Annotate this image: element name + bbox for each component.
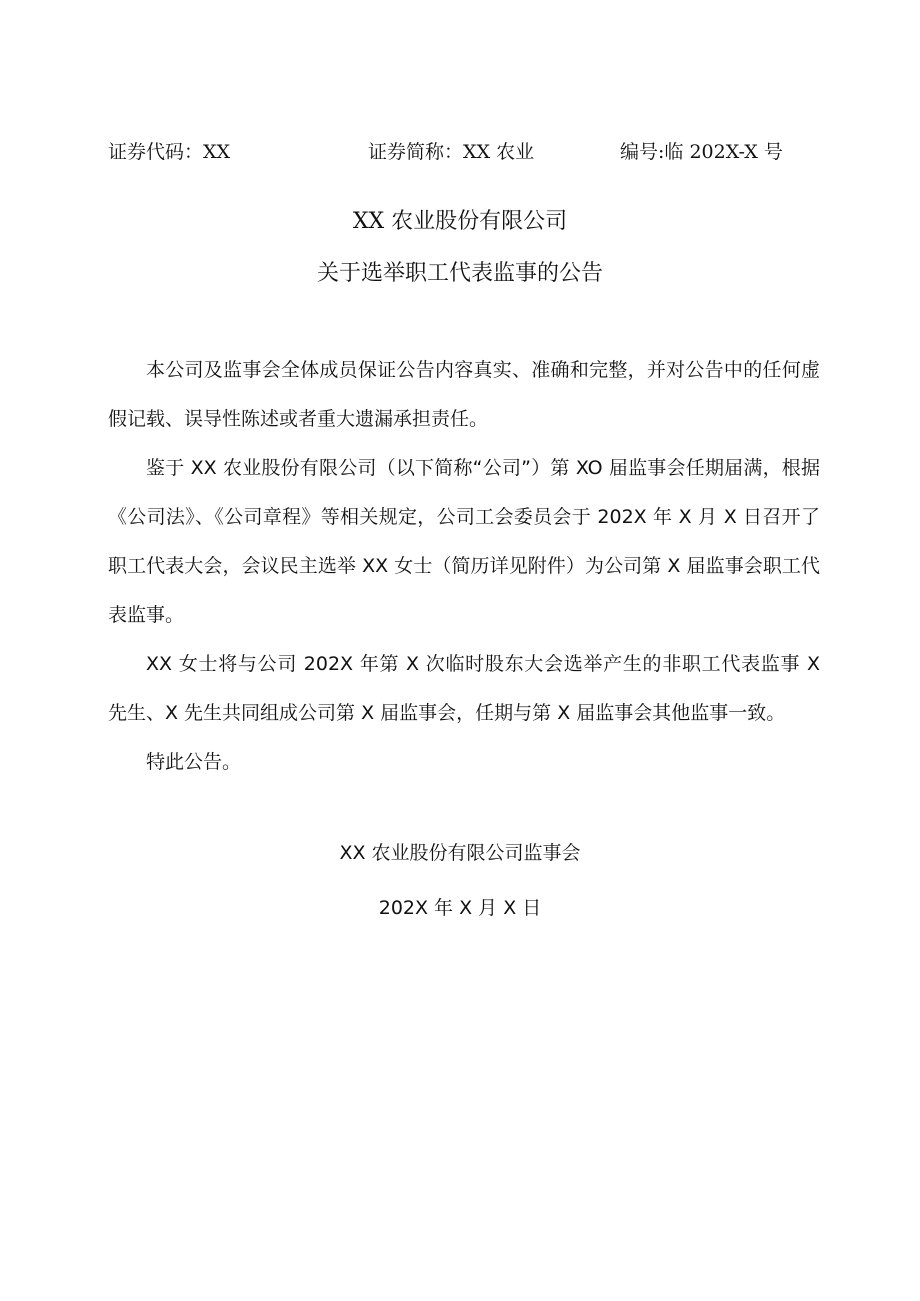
security-code: 证券代码：XX [108,141,231,163]
body-paragraph-guarantee: 本公司及监事会全体成员保证公告内容真实、准确和完整，并对公告中的任何虚假记载、误导性陈述或者重大遗漏承担责任。 [108,359,820,430]
body-paragraph-board-composition: XX 女士将与公司 202X 年第 X 次临时股东大会选举产生的非职工代表监事 X 先生、X 先生共同组成公司第 X 届监事会，任期与第 X 届监事会其他监事一致。 [108,653,820,724]
document-header [0,137,920,163]
company-name-title: XX 农业股份有限公司 [352,209,568,234]
announcement-serial-number: 编号:临 202X-X 号 [620,141,783,163]
security-abbreviation: 证券简称：XX 农业 [368,141,535,163]
signature-organization: XX 农业股份有限公司监事会 [339,842,581,864]
signature-date: 202X 年 X 月 X 日 [378,897,542,919]
body-paragraph-election: 鉴于 XX 农业股份有限公司（以下简称“公司”）第 XO 届监事会任期届满，根据《公司法》、《公司章程》等相关规定，公司工会委员会于 202X 年 X 月 X 日召开了职工代表大会，会议民主选举 XX 女士（简历详见附件）为公司第 X 届监事会职工代表监事。 [108,457,820,626]
announcement-body [108,346,820,787]
announcement-title: 关于选举职工代表监事的公告 [316,261,603,286]
body-paragraph-closing: 特此公告。 [146,751,242,773]
